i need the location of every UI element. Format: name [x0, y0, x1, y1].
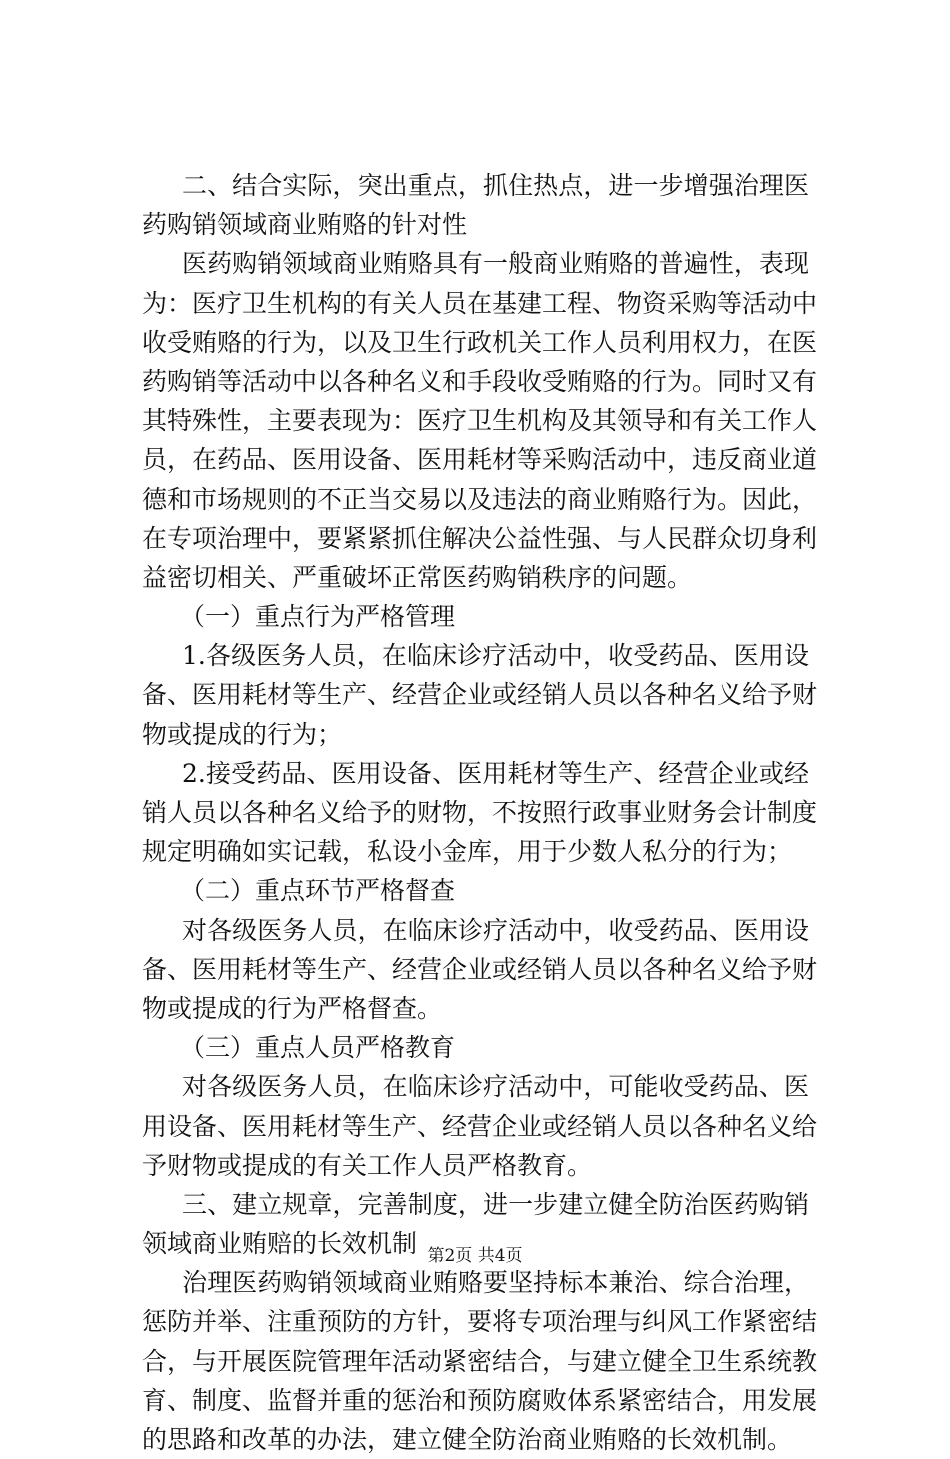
- text-line: 治理医药购销领域商业贿赂要坚持标本兼治、综合治理，: [182, 1268, 809, 1298]
- text-line: 规定明确如实记载，私设小金库，用于少数人私分的行为；: [142, 837, 793, 867]
- text-line: 销人员以各种名义给予的财物，不按照行政事业财务会计制度: [142, 798, 818, 827]
- text-line: 药购销领域商业贿赂的针对性: [142, 210, 468, 240]
- text-line: 对各级医务人员，在临床诊疗活动中，可能收受药品、医: [182, 1072, 809, 1102]
- text-line: 其特殊性，主要表现为：医疗卫生机构及其领导和有关工作人: [142, 406, 818, 436]
- text-line: 益密切相关、严重破坏正常医药购销秩序的问题。: [142, 562, 693, 592]
- text-line: 员，在药品、医用设备、医用耗材等采购活动中，违反商业道: [142, 445, 818, 475]
- text-line: 合，与开展医院管理年活动紧密结合，与建立健全卫生系统教: [142, 1346, 818, 1376]
- text-line: 1.各级医务人员，在临床诊疗活动中，收受药品、医用设: [182, 641, 809, 671]
- page-footer: 第2页 共4页: [427, 1246, 523, 1266]
- text-line: 备、医用耗材等生产、经营企业或经销人员以各种名义给予财: [142, 680, 818, 710]
- text-line: 予财物或提成的有关工作人员严格教育。: [142, 1150, 593, 1180]
- text-line: 二、结合实际，突出重点，抓住热点，进一步增强治理医: [182, 171, 809, 200]
- text-line: 用设备、医用耗材等生产、经营企业或经销人员以各种名义给: [142, 1111, 818, 1141]
- text-line: 的思路和改革的办法，建立健全防治商业贿赂的长效机制。: [142, 1425, 793, 1454]
- text-line: 物或提成的行为严格督查。: [142, 993, 443, 1023]
- text-line: （一）重点行为严格管理: [180, 602, 456, 632]
- text-line: （二）重点环节严格督查: [180, 876, 456, 906]
- text-line: 物或提成的行为；: [142, 719, 343, 749]
- text-line: 为：医疗卫生机构的有关人员在基建工程、物资采购等活动中: [142, 288, 818, 318]
- text-line: 医药购销领域商业贿赂具有一般商业贿赂的普遍性，表现: [182, 249, 809, 279]
- text-line: 育、制度、监督并重的惩治和预防腐败体系紧密结合，用发展: [142, 1385, 818, 1415]
- text-line: 对各级医务人员，在临床诊疗活动中，收受药品、医用设: [182, 915, 809, 945]
- text-line: 领域商业贿赔的长效机制: [142, 1229, 418, 1259]
- text-line: 惩防并举、注重预防的方针，要将专项治理与纠风工作紧密结: [142, 1307, 818, 1337]
- text-line: 药购销等活动中以各种名义和手段收受贿赂的行为。同时又有: [142, 366, 818, 396]
- text-line: 备、医用耗材等生产、经营企业或经销人员以各种名义给予财: [142, 954, 818, 984]
- text-line: 德和市场规则的不正当交易以及违法的商业贿赂行为。因此，: [142, 484, 818, 514]
- text-line: （三）重点人员严格教育: [180, 1033, 456, 1063]
- text-line: 在专项治理中，要紧紧抓住解决公益性强、与人民群众切身利: [142, 523, 818, 553]
- text-line: 收受贿赂的行为，以及卫生行政机关工作人员利用权力，在医: [142, 327, 818, 357]
- text-line: 三、建立规章，完善制度，进一步建立健全防治医药购销: [182, 1189, 809, 1219]
- text-line: 2.接受药品、医用设备、医用耗材等生产、经营企业或经: [182, 758, 809, 788]
